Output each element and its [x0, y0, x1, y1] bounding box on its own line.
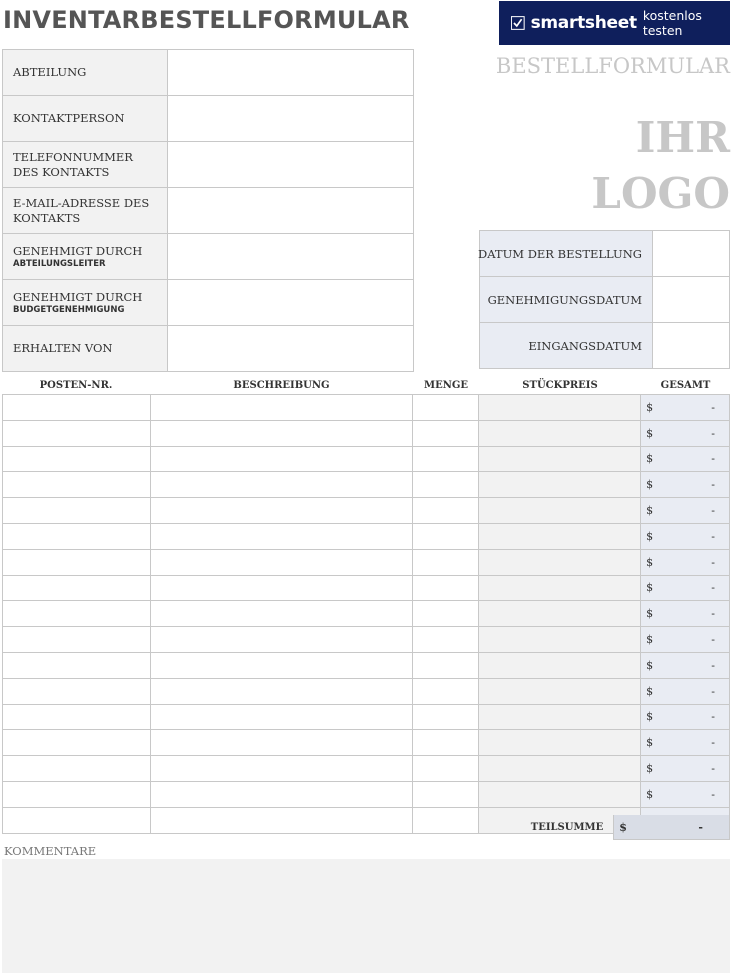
info-value-field[interactable] — [168, 188, 414, 233]
unit-price-cell[interactable] — [479, 782, 641, 807]
subtotal-currency: $ — [619, 820, 627, 834]
description-cell[interactable] — [151, 550, 414, 575]
unit-price-cell[interactable] — [479, 679, 641, 704]
item-no-cell[interactable] — [3, 601, 151, 626]
description-cell[interactable] — [151, 524, 414, 549]
date-table — [479, 230, 730, 369]
description-cell[interactable] — [151, 679, 414, 704]
total-value: - — [711, 684, 715, 698]
info-label: TELEFONNUMMER DES KONTAKTS — [13, 149, 133, 179]
description-cell[interactable] — [151, 421, 414, 446]
info-label: GENEHMIGT DURCH — [13, 289, 143, 304]
info-value-field[interactable] — [168, 142, 414, 187]
info-label: ERHALTEN VON — [13, 341, 113, 355]
info-row — [3, 50, 414, 96]
total-cell — [641, 524, 730, 549]
column-header-item-no: POSTEN-NR. — [39, 379, 113, 391]
info-value-field[interactable] — [168, 326, 414, 371]
total-currency: $ — [646, 581, 654, 595]
total-cell — [641, 447, 730, 472]
table-row — [3, 601, 730, 627]
total-currency: $ — [646, 478, 654, 492]
item-no-cell[interactable] — [3, 498, 151, 523]
unit-price-cell[interactable] — [479, 550, 641, 575]
table-row — [3, 576, 730, 602]
logo-placeholder — [591, 110, 730, 222]
total-cell — [641, 421, 730, 446]
qty-cell[interactable] — [413, 679, 479, 704]
page-title: INVENTARBESTELLFORMULAR — [3, 6, 410, 34]
table-row — [3, 627, 730, 653]
item-no-cell[interactable] — [3, 627, 151, 652]
table-row — [3, 524, 730, 550]
total-cell — [641, 472, 730, 497]
total-value: - — [711, 581, 715, 595]
info-label: GENEHMIGT DURCH — [13, 243, 143, 258]
description-cell[interactable] — [151, 627, 414, 652]
info-sublabel: BUDGETGENEHMIGUNG — [13, 304, 125, 315]
subtotal-value: - — [698, 820, 703, 834]
total-cell — [641, 627, 730, 652]
table-row — [3, 782, 730, 808]
table-row — [3, 498, 730, 524]
table-row — [3, 679, 730, 705]
total-cell — [641, 705, 730, 730]
total-value: - — [711, 426, 715, 440]
subtotal-label: TEILSUMME — [530, 822, 604, 833]
info-table — [2, 49, 414, 372]
total-cell — [641, 498, 730, 523]
total-value: - — [711, 529, 715, 543]
total-currency: $ — [646, 400, 654, 414]
qty-cell[interactable] — [413, 705, 479, 730]
description-cell[interactable] — [151, 782, 414, 807]
column-header-qty: MENGE — [424, 379, 468, 391]
total-value: - — [711, 658, 715, 672]
item-no-cell[interactable] — [3, 421, 151, 446]
unit-price-cell[interactable] — [479, 705, 641, 730]
item-no-cell[interactable] — [3, 653, 151, 678]
date-row — [480, 323, 730, 369]
comments-label: KOMMENTARE — [4, 844, 97, 858]
unit-price-cell[interactable] — [479, 421, 641, 446]
total-currency: $ — [646, 762, 654, 776]
item-no-cell[interactable] — [3, 705, 151, 730]
item-no-cell[interactable] — [3, 447, 151, 472]
item-no-cell[interactable] — [3, 730, 151, 755]
total-value: - — [711, 633, 715, 647]
smartsheet-check-icon — [511, 15, 525, 31]
total-cell — [641, 756, 730, 781]
qty-cell[interactable] — [413, 395, 479, 420]
unit-price-cell[interactable] — [479, 498, 641, 523]
table-row — [3, 472, 730, 498]
description-cell[interactable] — [151, 576, 414, 601]
item-no-cell[interactable] — [3, 756, 151, 781]
item-no-cell[interactable] — [3, 576, 151, 601]
info-row — [3, 280, 414, 326]
date-label: GENEHMIGUNGSDATUM — [480, 277, 653, 322]
table-row — [3, 447, 730, 473]
logo-line: IHR — [635, 113, 730, 162]
item-no-cell[interactable] — [3, 395, 151, 420]
info-value-field[interactable] — [168, 280, 414, 325]
description-cell[interactable] — [151, 653, 414, 678]
description-cell[interactable] — [151, 447, 414, 472]
total-currency: $ — [646, 504, 654, 518]
unit-price-cell[interactable] — [479, 756, 641, 781]
total-currency: $ — [646, 607, 654, 621]
qty-cell[interactable] — [413, 524, 479, 549]
item-no-cell[interactable] — [3, 524, 151, 549]
info-label-cell — [3, 326, 168, 371]
item-no-cell[interactable] — [3, 782, 151, 807]
total-value: - — [711, 762, 715, 776]
date-value-field[interactable] — [653, 323, 730, 368]
banner-brand: smartsheet — [530, 13, 637, 33]
qty-cell[interactable] — [413, 498, 479, 523]
table-row — [3, 550, 730, 576]
total-cell — [641, 653, 730, 678]
qty-cell[interactable] — [413, 447, 479, 472]
total-cell — [641, 601, 730, 626]
total-value: - — [711, 452, 715, 466]
date-row — [480, 277, 730, 323]
info-sublabel: ABTEILUNGSLEITER — [13, 258, 106, 269]
column-header-total: GESAMT — [660, 379, 711, 391]
items-table — [2, 394, 730, 834]
column-header-unit-price: STÜCKPREIS — [522, 379, 598, 391]
unit-price-cell[interactable] — [479, 524, 641, 549]
info-label-cell — [3, 96, 168, 141]
unit-price-cell[interactable] — [479, 601, 641, 626]
total-currency: $ — [646, 736, 654, 750]
total-currency: $ — [646, 658, 654, 672]
qty-cell[interactable] — [413, 730, 479, 755]
table-row — [3, 395, 730, 421]
date-label: EINGANGSDATUM — [480, 323, 653, 368]
form-heading: BESTELLFORMULAR — [495, 54, 730, 78]
total-cell — [641, 730, 730, 755]
qty-cell[interactable] — [413, 550, 479, 575]
description-cell[interactable] — [151, 730, 414, 755]
total-currency: $ — [646, 529, 654, 543]
table-row — [3, 705, 730, 731]
unit-price-cell[interactable] — [479, 576, 641, 601]
column-header-description: BESCHREIBUNG — [233, 379, 330, 391]
info-row — [3, 96, 414, 142]
unit-price-cell[interactable] — [479, 653, 641, 678]
total-currency: $ — [646, 787, 654, 801]
qty-cell[interactable] — [413, 576, 479, 601]
total-value: - — [711, 607, 715, 621]
total-currency: $ — [646, 710, 654, 724]
total-currency: $ — [646, 426, 654, 440]
table-row — [3, 756, 730, 782]
qty-cell[interactable] — [413, 627, 479, 652]
unit-price-cell[interactable] — [479, 472, 641, 497]
total-cell — [641, 782, 730, 807]
total-value: - — [711, 710, 715, 724]
total-cell — [641, 576, 730, 601]
qty-cell[interactable] — [413, 421, 479, 446]
subtotal-value-cell — [613, 815, 730, 840]
info-label-cell — [3, 142, 168, 187]
total-cell — [641, 679, 730, 704]
total-cell — [641, 395, 730, 420]
unit-price-cell[interactable] — [479, 627, 641, 652]
table-row — [3, 730, 730, 756]
info-label: E-MAIL-ADRESSE DES KONTAKTS — [13, 195, 150, 225]
total-value: - — [711, 478, 715, 492]
qty-cell[interactable] — [413, 756, 479, 781]
info-value-field[interactable] — [168, 50, 414, 95]
smartsheet-banner-button[interactable] — [499, 1, 730, 45]
info-row — [3, 142, 414, 188]
description-cell[interactable] — [151, 498, 414, 523]
info-label-cell — [3, 234, 168, 279]
banner-cta: kostenlos testen — [642, 8, 702, 38]
description-cell[interactable] — [151, 395, 414, 420]
unit-price-cell[interactable] — [479, 447, 641, 472]
info-value-field[interactable] — [168, 96, 414, 141]
info-label-cell — [3, 50, 168, 95]
total-value: - — [711, 736, 715, 750]
qty-cell[interactable] — [413, 782, 479, 807]
subtotal-row — [2, 815, 730, 840]
info-row — [3, 326, 414, 372]
qty-cell[interactable] — [413, 653, 479, 678]
comments-field[interactable] — [2, 859, 730, 973]
info-label: KONTAKTPERSON — [13, 111, 125, 125]
description-cell[interactable] — [151, 705, 414, 730]
unit-price-cell[interactable] — [479, 730, 641, 755]
date-value-field[interactable] — [653, 277, 730, 322]
qty-cell[interactable] — [413, 601, 479, 626]
total-currency: $ — [646, 452, 654, 466]
table-row — [3, 421, 730, 447]
table-row — [3, 653, 730, 679]
total-currency: $ — [646, 633, 654, 647]
info-row — [3, 188, 414, 234]
total-value: - — [711, 504, 715, 518]
unit-price-cell[interactable] — [479, 395, 641, 420]
info-value-field[interactable] — [168, 234, 414, 279]
date-value-field[interactable] — [653, 231, 730, 276]
qty-cell[interactable] — [413, 472, 479, 497]
item-no-cell[interactable] — [3, 472, 151, 497]
info-label-cell — [3, 280, 168, 325]
total-currency: $ — [646, 555, 654, 569]
total-value: - — [711, 787, 715, 801]
total-value: - — [711, 555, 715, 569]
info-row — [3, 234, 414, 280]
date-row — [480, 231, 730, 277]
item-no-cell[interactable] — [3, 679, 151, 704]
info-label-cell — [3, 188, 168, 233]
items-table-header — [2, 376, 730, 394]
total-currency: $ — [646, 684, 654, 698]
description-cell[interactable] — [151, 601, 414, 626]
item-no-cell[interactable] — [3, 550, 151, 575]
description-cell[interactable] — [151, 472, 414, 497]
date-label: DATUM DER BESTELLUNG — [480, 231, 653, 276]
total-value: - — [711, 400, 715, 414]
total-cell — [641, 550, 730, 575]
logo-line: LOGO — [591, 169, 730, 218]
info-label: ABTEILUNG — [13, 65, 87, 79]
description-cell[interactable] — [151, 756, 414, 781]
